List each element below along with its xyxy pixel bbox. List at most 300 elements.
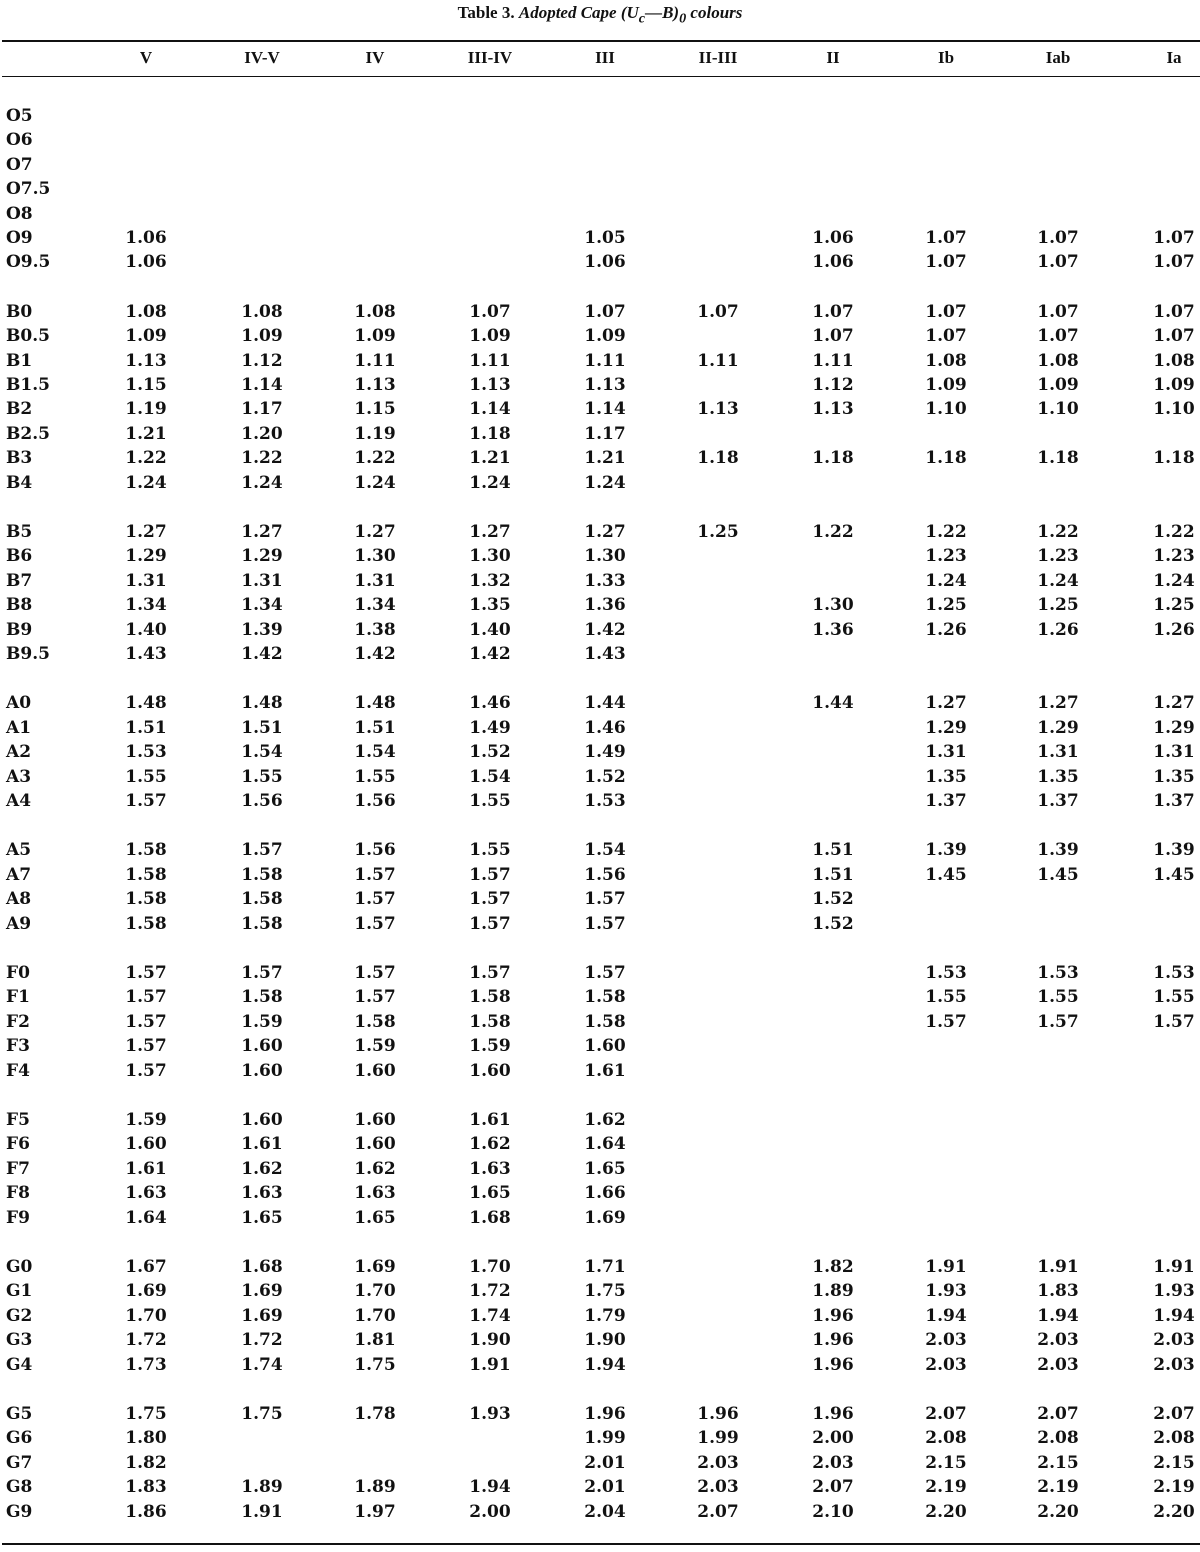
table-cell: 1.07 [1153,252,1195,273]
table-cell: 1.42 [241,644,283,664]
table-cell: 1.93 [925,1281,967,1302]
column-header: III-IV [467,48,513,67]
spectral-type-label: O9 [6,228,33,248]
table-cell: 1.06 [584,252,626,273]
table-cell: 1.07 [1037,326,1079,347]
table-cell: 1.57 [125,987,167,1008]
table-cell: 1.53 [584,791,626,811]
table-cell: 1.56 [354,791,396,811]
table-cell: 1.75 [354,1354,396,1375]
table-row [0,104,1200,128]
table-cell: 2.03 [1153,1330,1195,1351]
table-cell: 1.07 [812,326,854,347]
table-cell: 1.38 [354,619,396,640]
table-row [0,1328,1200,1352]
table-cell: 1.82 [125,1452,167,1473]
table-cell: 1.30 [469,546,511,567]
table-cell: 1.35 [1153,766,1195,787]
table-cell: 1.91 [1037,1257,1079,1277]
column-header: IV [365,48,385,67]
column-header: III [595,48,615,67]
table-cell: 1.10 [1037,399,1079,420]
table-cell: 1.09 [241,326,283,347]
table-cell: 1.63 [241,1183,283,1204]
spectral-type-label: G4 [6,1354,33,1375]
table-cell: 1.10 [925,399,967,420]
table-cell: 1.40 [469,619,511,640]
table-cell: 1.55 [469,840,511,861]
spectral-type-label: B3 [6,448,33,469]
table-row [0,153,1200,177]
table-cell: 1.58 [241,913,283,934]
table-cell: 1.51 [354,717,396,738]
table-cell: 1.94 [1037,1305,1079,1326]
table-cell: 1.26 [1153,619,1195,640]
table-cell: 1.74 [241,1354,283,1375]
table-cell: 1.94 [584,1354,626,1375]
table-cell: 1.70 [354,1305,396,1326]
table-cell: 1.58 [469,1011,511,1032]
table-row [0,1475,1200,1499]
table-cell: 1.55 [925,987,967,1008]
table-cell: 1.19 [354,423,396,444]
table-cell: 1.15 [125,375,167,395]
table-cell: 1.53 [1037,963,1079,983]
table-cell: 1.61 [469,1110,511,1130]
bottom-rule [2,1543,1200,1545]
table-cell: 1.48 [125,693,167,714]
table-cell: 1.91 [241,1501,283,1522]
table-cell: 1.31 [1037,742,1079,763]
table-cell: 1.27 [125,522,167,542]
table-cell: 1.24 [1153,570,1195,591]
table-cell: 1.57 [469,864,511,885]
table-cell: 1.54 [584,840,626,861]
table-cell: 1.53 [125,742,167,763]
table-cell: 1.35 [1037,766,1079,787]
table-cell: 1.07 [925,301,967,322]
table-cell: 1.59 [354,1036,396,1057]
spectral-type-label: A0 [6,693,32,714]
table-row [0,1500,1200,1524]
spectral-type-label: B2 [6,399,33,420]
table-cell: 1.37 [925,791,967,811]
table-cell: 1.25 [925,595,967,616]
table-cell: 1.27 [241,522,283,542]
table-cell: 1.26 [925,619,967,640]
table-row [0,642,1200,666]
table-cell: 1.65 [469,1183,511,1204]
table-cell: 1.13 [697,399,739,420]
table-cell: 1.14 [469,399,511,420]
table-cell: 2.03 [697,1452,739,1473]
table-cell: 1.57 [469,913,511,934]
table-cell: 1.09 [584,326,626,347]
spectral-type-label: B4 [6,472,33,493]
table-cell: 1.35 [469,595,511,616]
table-cell: 1.07 [469,301,511,322]
table-cell: 1.93 [1153,1281,1195,1302]
spectral-type-label: O6 [6,130,33,151]
table-cell: 1.58 [241,889,283,910]
table-cell: 2.03 [1153,1354,1195,1375]
table-cell: 1.18 [925,448,967,469]
table-cell: 1.69 [354,1257,396,1277]
table-cell: 1.07 [1153,301,1195,322]
table-cell: 1.24 [1037,570,1079,591]
table-cell: 1.09 [1037,375,1079,395]
table-cell: 1.60 [241,1036,283,1057]
table-row [0,593,1200,617]
table-cell: 1.21 [469,448,511,469]
table-cell: 1.94 [1153,1305,1195,1326]
spectral-type-label: A5 [6,840,32,861]
table-cell: 1.09 [925,375,967,395]
table-cell: 1.12 [241,350,283,371]
table-cell: 1.07 [925,228,967,248]
table-cell: 2.08 [1153,1428,1195,1449]
spectral-type-label: B9 [6,619,33,640]
table-cell: 1.81 [354,1330,396,1351]
spectral-type-label: A9 [6,913,32,934]
spectral-type-label: O9.5 [6,252,51,273]
table-cell: 1.23 [1153,546,1195,567]
table-cell: 1.57 [354,987,396,1008]
table-cell: 1.22 [354,448,396,469]
spectral-type-label: O8 [6,203,33,224]
table-row [0,1206,1200,1230]
table-cell: 1.24 [125,472,167,493]
table-cell: 1.11 [469,350,511,371]
table-cell: 1.29 [241,546,283,567]
spectral-type-label: G8 [6,1477,33,1498]
table-cell: 1.90 [469,1330,511,1351]
table-cell: 1.09 [1153,375,1195,395]
table-cell: 1.13 [469,375,511,395]
table-cell: 1.31 [925,742,967,763]
spectral-type-label: B1.5 [6,375,50,395]
table-cell: 1.29 [1037,717,1079,738]
table-cell: 1.13 [584,375,626,395]
table-cell: 1.24 [354,472,396,493]
table-cell: 1.27 [925,693,967,714]
table-cell: 1.21 [584,448,626,469]
table-cell: 2.03 [697,1477,739,1498]
table-cell: 1.96 [584,1404,626,1424]
spectral-type-label: B2.5 [6,423,50,444]
table-cell: 1.31 [125,570,167,591]
spectral-type-label: B8 [6,595,33,616]
table-cell: 1.67 [125,1257,167,1277]
table-cell: 2.00 [812,1428,854,1449]
table-cell: 1.68 [241,1257,283,1277]
table-cell: 1.51 [812,864,854,885]
spectral-type-label: G1 [6,1281,33,1302]
table-cell: 2.19 [1037,1477,1079,1498]
table-cell: 1.33 [584,570,626,591]
table-row [0,1059,1200,1083]
table-cell: 1.45 [925,864,967,885]
spectral-type-label: B6 [6,546,33,567]
top-rule [2,40,1200,42]
table-cell: 1.07 [812,301,854,322]
table-cell: 1.57 [241,840,283,861]
table-cell: 1.62 [241,1158,283,1179]
table-cell: 1.51 [125,717,167,738]
table-row [0,1108,1200,1132]
table-cell: 2.08 [1037,1428,1079,1449]
table-row [0,740,1200,764]
table-row [0,765,1200,789]
table-cell: 1.58 [125,913,167,934]
table-cell: 1.48 [241,693,283,714]
table-cell: 1.14 [584,399,626,420]
table-cell: 1.57 [125,791,167,811]
table-cell: 1.07 [925,326,967,347]
table-row [0,716,1200,740]
table-cell: 1.22 [925,522,967,542]
table-cell: 1.75 [584,1281,626,1302]
spectral-type-label: G2 [6,1305,33,1326]
table-cell: 1.57 [125,1036,167,1057]
spectral-type-label: B5 [6,522,33,542]
table-row [0,1255,1200,1279]
table-cell: 1.21 [125,423,167,444]
table-cell: 1.05 [584,228,626,248]
table-cell: 1.61 [584,1060,626,1081]
spectral-type-label: O7.5 [6,179,51,200]
table-cell: 1.17 [241,399,283,420]
table-cell: 1.46 [469,693,511,714]
table-cell: 1.97 [354,1501,396,1522]
table-cell: 1.10 [1153,399,1195,420]
column-header: Iab [1045,48,1071,67]
title-suffix: colours [686,3,743,22]
table-row [0,1279,1200,1303]
table-cell: 1.08 [925,350,967,371]
table-cell: 1.08 [1037,350,1079,371]
table-cell: 1.08 [241,301,283,322]
spectral-type-label: F3 [6,1036,30,1057]
table-cell: 1.57 [469,963,511,983]
table-cell: 1.75 [125,1404,167,1424]
table-cell: 1.06 [812,228,854,248]
table-cell: 1.22 [1153,522,1195,542]
spectral-type-label: G0 [6,1257,33,1277]
table-cell: 1.58 [125,889,167,910]
spectral-type-label: F2 [6,1011,30,1032]
table-cell: 1.63 [125,1183,167,1204]
table-cell: 1.25 [1153,595,1195,616]
table-title [0,2,1200,29]
spectral-type-label: O7 [6,154,33,175]
table-row [0,324,1200,348]
table-cell: 1.60 [354,1060,396,1081]
table-cell: 1.27 [354,522,396,542]
spectral-type-label: G6 [6,1428,33,1449]
table-cell: 1.58 [125,864,167,885]
table-cell: 1.34 [354,595,396,616]
table-cell: 2.07 [1037,1404,1079,1424]
column-header: V [139,48,153,67]
table-cell: 1.74 [469,1305,511,1326]
table-cell: 1.60 [354,1110,396,1130]
table-cell: 1.69 [125,1281,167,1302]
table-cell: 1.23 [925,546,967,567]
table-cell: 1.31 [354,570,396,591]
table-cell: 2.19 [1153,1477,1195,1498]
table-cell: 1.65 [354,1207,396,1228]
table-cell: 1.39 [1153,840,1195,861]
table-cell: 1.59 [469,1036,511,1057]
table-cell: 1.91 [469,1354,511,1375]
table-row [0,1353,1200,1377]
table-cell: 2.15 [1153,1452,1195,1473]
table-cell: 1.63 [354,1183,396,1204]
spectral-type-label: B0.5 [6,326,50,347]
table-cell: 1.49 [584,742,626,763]
table-cell: 1.70 [354,1281,396,1302]
spectral-type-label: F0 [6,963,30,983]
table-cell: 1.62 [469,1134,511,1155]
table-cell: 1.19 [125,399,167,420]
table-cell: 1.55 [469,791,511,811]
table-cell: 1.40 [125,619,167,640]
table-cell: 1.48 [354,693,396,714]
table-cell: 1.22 [241,448,283,469]
table-cell: 1.55 [241,766,283,787]
spectral-type-label: A4 [6,791,32,811]
table-cell: 1.56 [241,791,283,811]
table-cell: 1.57 [354,889,396,910]
table-row [0,422,1200,446]
table-cell: 1.91 [925,1257,967,1277]
table-cell: 1.56 [354,840,396,861]
table-cell: 1.25 [1037,595,1079,616]
table-cell: 1.93 [469,1404,511,1424]
table-cell: 1.61 [241,1134,283,1155]
table-cell: 1.72 [125,1330,167,1351]
column-header: IV-V [244,48,280,67]
table-cell: 2.03 [812,1452,854,1473]
table-cell: 1.29 [1153,717,1195,738]
table-cell: 1.11 [812,350,854,371]
table-cell: 1.11 [584,350,626,371]
table-cell: 1.70 [125,1305,167,1326]
table-cell: 1.24 [469,472,511,493]
spectral-type-label: F9 [6,1207,30,1228]
table-cell: 1.69 [241,1281,283,1302]
spectral-type-label: A2 [6,742,32,763]
table-cell: 1.60 [241,1110,283,1130]
table-cell: 1.59 [125,1110,167,1130]
table-cell: 1.72 [241,1330,283,1351]
table-cell: 1.55 [354,766,396,787]
table-cell: 1.57 [584,889,626,910]
spectral-type-label: F7 [6,1158,30,1179]
table-cell: 2.20 [1037,1501,1079,1522]
table-cell: 1.52 [469,742,511,763]
table-cell: 1.91 [1153,1257,1195,1277]
table-cell: 1.42 [584,619,626,640]
table-cell: 1.57 [1153,1011,1195,1032]
table-cell: 1.30 [584,546,626,567]
table-cell: 1.30 [354,546,396,567]
table-cell: 2.07 [1153,1404,1195,1424]
table-row [0,446,1200,470]
table-cell: 1.11 [354,350,396,371]
table-cell: 1.57 [125,1011,167,1032]
table-cell: 1.56 [584,864,626,885]
table-row [0,912,1200,936]
table-row [0,1426,1200,1450]
table-cell: 1.96 [812,1305,854,1326]
table-cell: 1.52 [584,766,626,787]
table-row [0,250,1200,274]
table-cell: 1.80 [125,1428,167,1449]
spectral-type-label: B9.5 [6,644,50,664]
table-cell: 1.86 [125,1501,167,1522]
table-cell: 1.51 [812,840,854,861]
table-cell: 1.58 [241,987,283,1008]
table-cell: 1.78 [354,1404,396,1424]
table-cell: 1.62 [584,1110,626,1130]
table-cell: 1.36 [584,595,626,616]
table-cell: 1.52 [812,913,854,934]
table-cell: 1.44 [584,693,626,714]
table-cell: 1.58 [584,987,626,1008]
table-cell: 2.04 [584,1501,626,1522]
table-cell: 2.19 [925,1477,967,1498]
spectral-type-label: B1 [6,350,33,371]
table-cell: 1.12 [812,375,854,395]
table-cell: 1.26 [1037,619,1079,640]
table-cell: 1.44 [812,693,854,714]
spectral-type-label: A7 [6,864,32,885]
header-rule [2,76,1200,77]
table-cell: 2.20 [1153,1501,1195,1522]
table-cell: 1.45 [1153,864,1195,885]
table-row [0,1402,1200,1426]
table-cell: 1.07 [1037,228,1079,248]
table-row [0,1132,1200,1156]
spectral-type-label: G5 [6,1404,33,1424]
table-cell: 2.01 [584,1477,626,1498]
table-cell: 1.99 [697,1428,739,1449]
table-row [0,691,1200,715]
table-row [0,520,1200,544]
table-cell: 1.13 [125,350,167,371]
table-cell: 2.07 [697,1501,739,1522]
table-cell: 1.39 [1037,840,1079,861]
table-cell: 2.03 [925,1354,967,1375]
table-cell: 1.07 [584,301,626,322]
table-cell: 1.39 [241,619,283,640]
table-cell: 2.03 [1037,1354,1079,1375]
table-cell: 1.89 [241,1477,283,1498]
table-cell: 1.07 [1037,301,1079,322]
title-italic-mid: —B) [645,3,680,22]
table-cell: 1.70 [469,1257,511,1277]
table-cell: 1.34 [125,595,167,616]
table-cell: 1.20 [241,423,283,444]
table-row [0,373,1200,397]
table-cell: 1.57 [584,913,626,934]
table-cell: 1.55 [125,766,167,787]
table-cell: 1.07 [1153,228,1195,248]
table-cell: 1.46 [584,717,626,738]
table-cell: 2.15 [925,1452,967,1473]
